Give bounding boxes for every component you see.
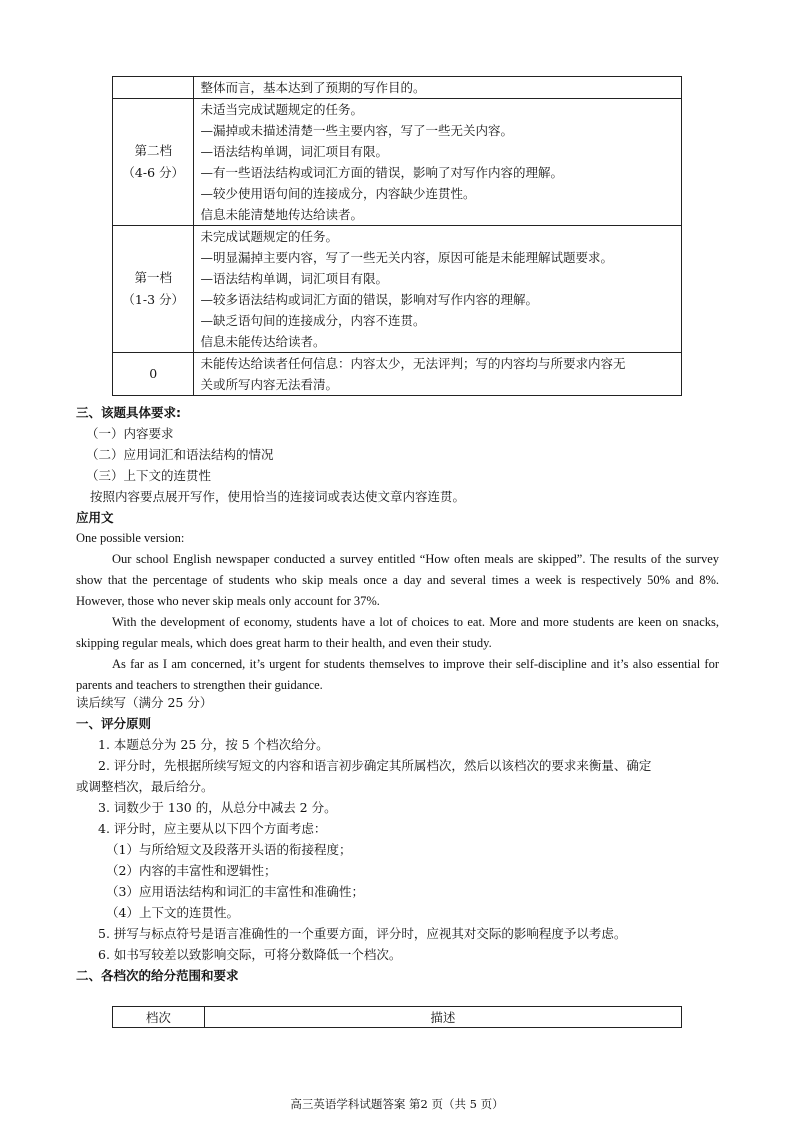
scoring-table <box>112 76 682 396</box>
continuation-section <box>76 692 726 986</box>
essay-paragraph: With the development of economy, students have a lot of choices to eat. More and more students are keen on snacks, skipping regular meals, which does great harm to their health, and even their study. <box>76 615 719 650</box>
band-score: （1-3 分） <box>122 292 185 307</box>
ranges-table <box>112 1006 682 1028</box>
essay-paragraph: As far as I am concerned, it’s urgent for students themselves to improve their self-discipline and it’s also essential for parents and teachers to strengthen their guidance. <box>76 657 719 692</box>
continuation-title: 读后续写（满分 25 分） <box>76 695 213 710</box>
section-heading: 一、评分原则 <box>76 716 152 731</box>
sub-item: （2）内容的丰富性和逻辑性； <box>106 863 277 878</box>
band-score: （4-6 分） <box>122 165 185 180</box>
desc-line: 信息未能清楚地传达给读者。 <box>200 207 363 222</box>
table-row <box>113 353 682 396</box>
principle-item: 6. 如书写较差以致影响交际，可将分数降低一个档次。 <box>98 947 402 962</box>
section-note: 按照内容要点展开写作，使用恰当的连接词或表达使文章内容连贯。 <box>90 489 466 504</box>
desc-line: —明显漏掉主要内容，写了一些无关内容，原因可能是未能理解试题要求。 <box>200 250 613 265</box>
desc-line: 关或所写内容无法看清。 <box>200 377 338 392</box>
desc-cell <box>194 99 682 226</box>
column-header: 档次 <box>113 1007 205 1028</box>
essay-intro: One possible version: <box>76 531 185 545</box>
desc-line: 未能传达给读者任何信息：内容太少，无法评判；写的内容均与所要求内容无 <box>200 356 626 371</box>
principle-item: 1. 本题总分为 25 分，按 5 个档次给分。 <box>98 737 329 752</box>
principle-item-cont: 或调整档次，最后给分。 <box>76 779 214 794</box>
page-footer: 高三英语学科试题答案 第2 页（共 5 页） <box>290 1097 504 1111</box>
desc-line: —漏掉或未描述清楚一些主要内容，写了一些无关内容。 <box>200 123 513 138</box>
desc-line: 未适当完成试题规定的任务。 <box>200 102 363 117</box>
sub-item: （4）上下文的连贯性。 <box>106 905 239 920</box>
desc-cell <box>194 353 682 396</box>
band-cell <box>113 353 194 396</box>
desc-line: 信息未能传达给读者。 <box>200 334 326 349</box>
list-item: （二）应用词汇和语法结构的情况 <box>86 447 274 462</box>
band-name: 第一档 <box>134 270 172 285</box>
band-cell <box>113 226 194 353</box>
section-3 <box>76 402 726 528</box>
desc-line: —缺乏语句间的连接成分，内容不连贯。 <box>200 313 426 328</box>
column-header: 描述 <box>204 1007 681 1028</box>
continuation-line: 整体而言，基本达到了预期的写作目的。 <box>200 80 426 95</box>
desc-line: —较多语法结构或词汇方面的错误，影响对写作内容的理解。 <box>200 292 538 307</box>
list-item: （三）上下文的连贯性 <box>86 468 212 483</box>
essay-title: 应用文 <box>76 510 114 525</box>
desc-cell <box>194 226 682 353</box>
table-row <box>113 226 682 353</box>
principle-item: 2. 评分时，先根据所续写短文的内容和语言初步确定其所属档次，然后以该档次的要求来衡量、确定 <box>98 758 652 773</box>
essay <box>76 528 719 696</box>
desc-line: 未完成试题规定的任务。 <box>200 229 338 244</box>
principle-item: 5. 拼写与标点符号是语言准确性的一个重要方面，评分时，应视其对交际的影响程度予以考虑。 <box>98 926 627 941</box>
desc-cell <box>194 77 682 99</box>
sub-item: （1）与所给短文及段落开头语的衔接程度； <box>106 842 352 857</box>
band-name: 0 <box>149 366 158 381</box>
band-name: 第二档 <box>134 143 172 158</box>
principle-item: 4. 评分时，应主要从以下四个方面考虑： <box>98 821 327 836</box>
band-cell <box>113 77 194 99</box>
sub-item: （3）应用语法结构和词汇的丰富性和准确性； <box>106 884 364 899</box>
table-row <box>113 99 682 226</box>
table-header-row <box>113 1007 682 1028</box>
table-row <box>113 77 682 99</box>
desc-line: —语法结构单调，词汇项目有限。 <box>200 271 388 286</box>
desc-line: —语法结构单调，词汇项目有限。 <box>200 144 388 159</box>
list-item: （一）内容要求 <box>86 426 174 441</box>
section-heading: 三、该题具体要求: <box>76 405 181 420</box>
desc-line: —有一些语法结构或词汇方面的错误，影响了对写作内容的理解。 <box>200 165 563 180</box>
principle-item: 3. 词数少于 130 的，从总分中减去 2 分。 <box>98 800 337 815</box>
section-heading: 二、各档次的给分范围和要求 <box>76 968 239 983</box>
essay-paragraph: Our school English newspaper conducted a survey entitled “How often meals are skipped”. The results of the survey show that the percentage of students who skip meals once a day and several times a week is respectively 50% and 8%. However, those who never skip meals only account for 37%. <box>76 552 719 608</box>
desc-line: —较少使用语句间的连接成分，内容缺少连贯性。 <box>200 186 476 201</box>
band-cell <box>113 99 194 226</box>
